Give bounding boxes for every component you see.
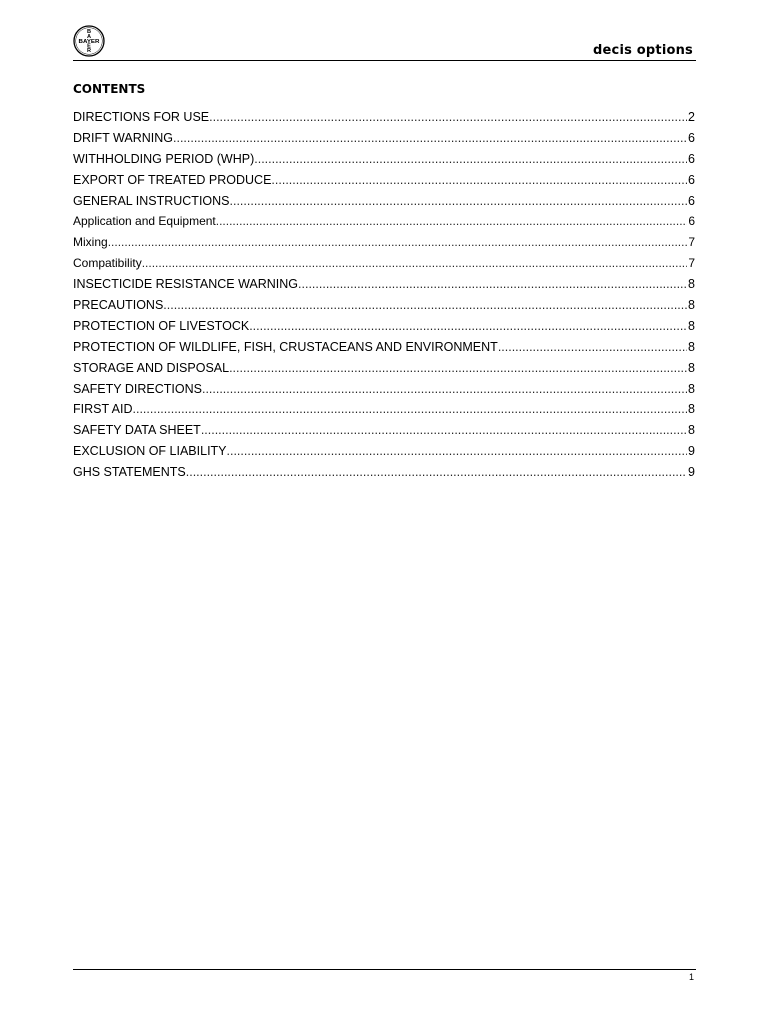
toc-leader-dots xyxy=(142,255,688,271)
toc-leader-dots xyxy=(186,464,687,480)
toc-entry-insecticide-resistance-warning[interactable] xyxy=(73,276,695,297)
toc-entry-drift-warning[interactable] xyxy=(73,130,695,151)
toc-entry-title: GENERAL INSTRUCTIONS xyxy=(73,193,230,208)
toc-entry-page: 2 xyxy=(688,110,695,124)
toc-entry-mixing[interactable] xyxy=(73,234,695,255)
toc-entry-title: Mixing xyxy=(73,235,108,250)
toc-leader-dots xyxy=(498,339,687,355)
toc-entry-general-instructions[interactable] xyxy=(73,193,695,214)
toc-entry-page: 7 xyxy=(688,235,695,250)
toc-entry-page: 9 xyxy=(688,465,695,480)
toc-entry-title: EXPORT OF TREATED PRODUCE xyxy=(73,172,272,187)
toc-leader-dots xyxy=(227,443,688,459)
toc-entry-title: PRECAUTIONS xyxy=(73,298,164,313)
toc-leader-dots xyxy=(271,172,687,188)
toc-entry-protection-of-livestock[interactable] xyxy=(73,318,695,339)
toc-entry-page: 8 xyxy=(688,277,695,292)
toc-entry-safety-directions[interactable] xyxy=(73,381,695,402)
toc-leader-dots xyxy=(202,381,687,397)
toc-leader-dots xyxy=(249,318,687,334)
toc-entry-directions-for-use[interactable] xyxy=(73,109,695,130)
bayer-cross-icon xyxy=(73,25,105,57)
toc-entry-page: 7 xyxy=(688,256,695,271)
toc-entry-safety-data-sheet[interactable] xyxy=(73,422,695,443)
toc-leader-dots xyxy=(230,193,688,209)
toc-leader-dots xyxy=(163,297,687,313)
toc-entry-storage-and-disposal[interactable] xyxy=(73,360,695,381)
toc-entry-page: 8 xyxy=(688,360,695,375)
toc-entry-title: Compatibility xyxy=(73,256,142,271)
toc-entry-title: FIRST AID xyxy=(73,402,133,417)
toc-entry-title: DRIFT WARNING xyxy=(73,130,173,145)
toc-entry-page: 6 xyxy=(688,214,695,229)
toc-entry-page: 8 xyxy=(688,402,695,417)
toc-entry-page: 8 xyxy=(688,298,695,313)
toc-entry-protection-of-wildlife[interactable] xyxy=(73,339,695,360)
toc-entry-title: INSECTICIDE RESISTANCE WARNING xyxy=(73,277,299,292)
toc-entry-exclusion-of-liability[interactable] xyxy=(73,443,695,464)
toc-entry-title: GHS STATEMENTS xyxy=(73,465,186,480)
toc-leader-dots xyxy=(201,422,687,438)
toc-leader-dots xyxy=(173,130,687,146)
toc-leader-dots xyxy=(298,276,687,292)
toc-entry-title: STORAGE AND DISPOSAL xyxy=(73,360,230,375)
logo-wordmark: BAYER xyxy=(78,39,100,46)
contents-heading: CONTENTS xyxy=(73,82,146,96)
svg-text:R: R xyxy=(86,48,92,55)
toc-entry-page: 8 xyxy=(688,339,695,354)
svg-text:E: E xyxy=(87,43,91,50)
footer-divider xyxy=(73,969,696,970)
toc-entry-page: 6 xyxy=(688,193,695,208)
toc-entry-page: 6 xyxy=(688,130,695,145)
toc-entry-page: 6 xyxy=(688,151,695,166)
toc-entry-page: 6 xyxy=(688,172,695,187)
toc-entry-application-and-equipment[interactable] xyxy=(73,213,695,234)
toc-leader-dots xyxy=(216,213,688,229)
toc-entry-page: 8 xyxy=(688,381,695,396)
toc-entry-compatibility[interactable] xyxy=(73,255,695,276)
page-number: 1 xyxy=(688,972,694,982)
document-title: decis options xyxy=(593,43,693,58)
toc-entry-precautions[interactable] xyxy=(73,297,695,318)
svg-text:B: B xyxy=(86,29,92,36)
toc-entry-title: Application and Equipment xyxy=(73,214,216,229)
toc-leader-dots xyxy=(229,360,687,376)
toc-entry-ghs-statements[interactable] xyxy=(73,464,695,485)
toc-leader-dots xyxy=(254,151,687,167)
toc-entry-page: 9 xyxy=(688,444,695,459)
toc-entry-title: PROTECTION OF LIVESTOCK xyxy=(73,318,250,333)
toc-entry-first-aid[interactable] xyxy=(73,401,695,422)
toc-entry-title: SAFETY DIRECTIONS xyxy=(73,381,202,396)
toc-entry-page: 8 xyxy=(688,423,695,438)
bayer-cross-logo xyxy=(73,25,105,57)
toc-entry-title: DIRECTIONS FOR USE xyxy=(73,110,210,124)
toc-entry-title: SAFETY DATA SHEET xyxy=(73,423,201,438)
table-of-contents xyxy=(73,109,695,485)
toc-entry-page: 8 xyxy=(688,318,695,333)
toc-leader-dots xyxy=(133,401,688,417)
toc-entry-title: WITHHOLDING PERIOD (WHP) xyxy=(73,151,255,166)
toc-entry-title: EXCLUSION OF LIABILITY xyxy=(73,444,227,459)
toc-entry-withholding-period[interactable] xyxy=(73,151,695,172)
toc-entry-export-of-treated-produce[interactable] xyxy=(73,172,695,193)
header-divider xyxy=(73,60,696,61)
svg-text:A: A xyxy=(86,33,92,40)
toc-entry-title: PROTECTION OF WILDLIFE, FISH, CRUSTACEANS AND ENVIRONMENT xyxy=(73,339,498,354)
toc-leader-dots xyxy=(108,234,688,250)
toc-leader-dots xyxy=(209,109,687,125)
